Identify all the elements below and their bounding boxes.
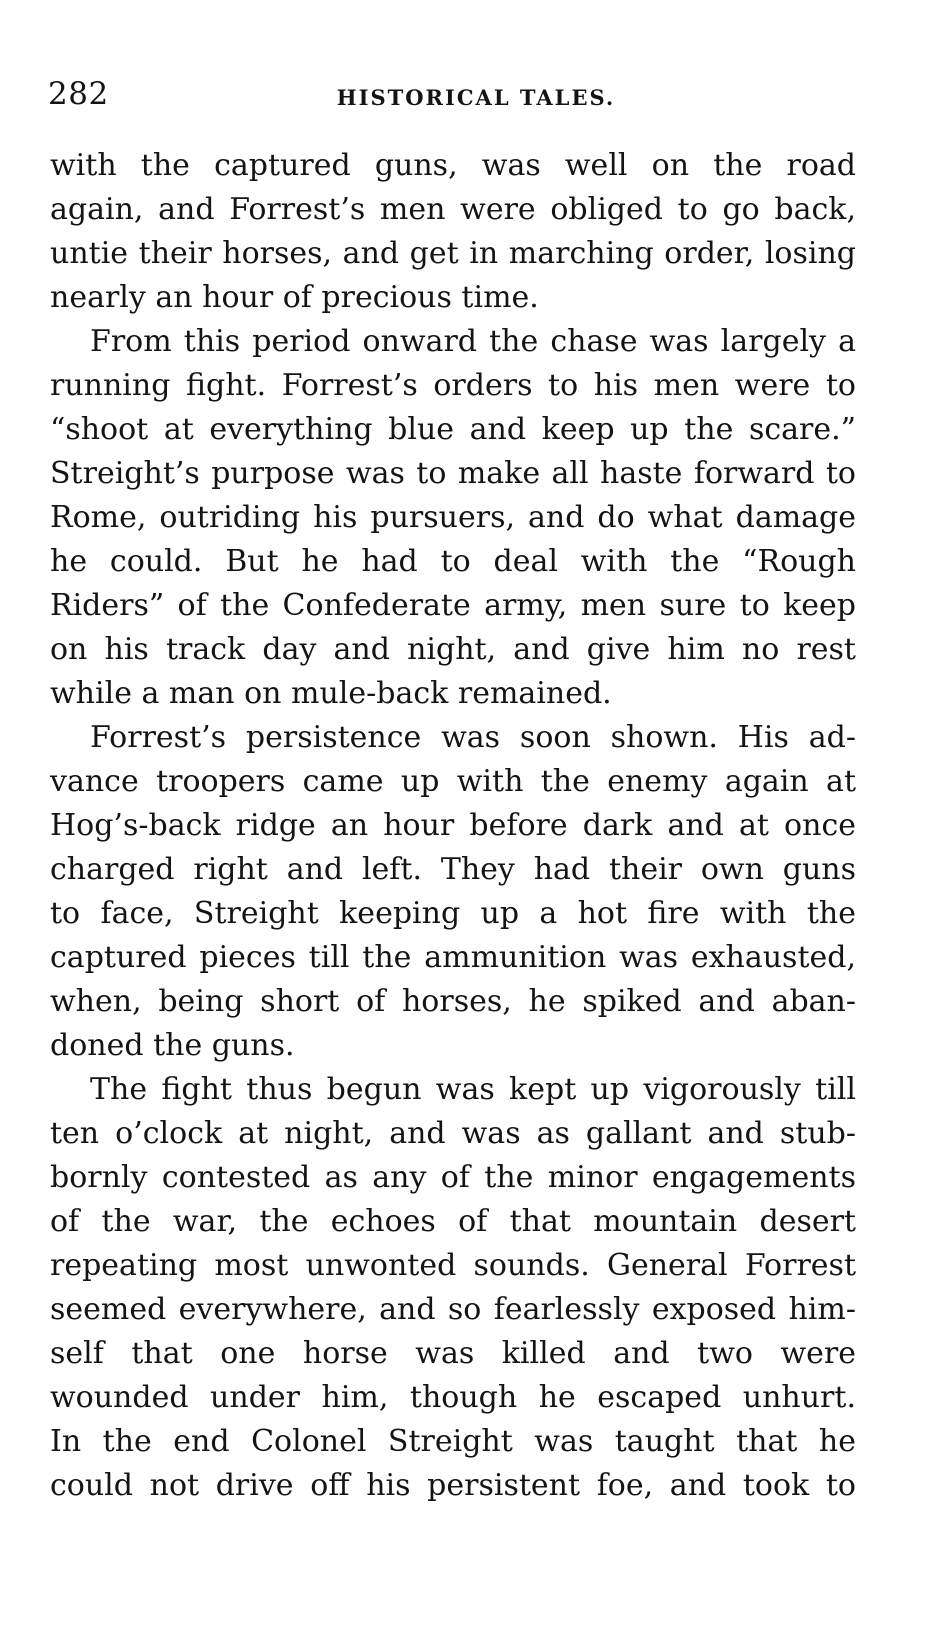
text-line: seemed everywhere, and so fearlessly exposed him- (50, 1292, 856, 1327)
text-line: while a man on mule-back remained. (50, 676, 612, 711)
text-line: Streight’s purpose was to make all haste forward to (50, 456, 856, 491)
text-line: bornly contested as any of the minor engagements (50, 1160, 856, 1195)
text-line: captured pieces till the ammunition was exhausted, (50, 940, 856, 975)
paragraph-start-line: The fight thus begun was kept up vigorously till (90, 1072, 856, 1107)
text-line: untie their horses, and get in marching order, losing (50, 236, 856, 271)
text-line: wounded under him, though he escaped unhurt. (50, 1380, 856, 1415)
paragraph-start-line: From this period onward the chase was largely a (90, 324, 856, 359)
text-line: repeating most unwonted sounds. General Forrest (50, 1248, 856, 1283)
text-line: In the end Colonel Streight was taught that he (50, 1424, 856, 1459)
text-line: doned the guns. (50, 1028, 295, 1063)
text-line: with the captured guns, was well on the road (50, 148, 856, 183)
body-text (50, 144, 856, 1508)
text-line: Rome, outriding his pursuers, and do what damage (50, 500, 856, 535)
text-line: running fight. Forrest’s orders to his men were to (50, 368, 856, 403)
text-line: “shoot at everything blue and keep up the scare.” (50, 412, 856, 447)
text-line: he could. But he had to deal with the “Rough (50, 544, 856, 579)
text-line: nearly an hour of precious time. (50, 280, 539, 315)
text-line: of the war, the echoes of that mountain desert (50, 1204, 856, 1239)
text-line: again, and Forrest’s men were obliged to go back, (50, 192, 856, 227)
text-line: charged right and left. They had their own guns (50, 852, 856, 887)
text-line: ten o’clock at night, and was as gallant and stub- (50, 1116, 856, 1151)
running-title: HISTORICAL TALES. (336, 85, 616, 110)
text-line: Hog’s-back ridge an hour before dark and at once (50, 808, 856, 843)
text-line: when, being short of horses, he spiked and aban- (50, 984, 856, 1019)
page-number: 282 (48, 76, 109, 112)
text-line: to face, Streight keeping up a hot fire with the (50, 896, 856, 931)
page-header (48, 76, 904, 116)
text-line: Riders” of the Confederate army, men sure to keep (50, 588, 856, 623)
text-line: self that one horse was killed and two were (50, 1336, 856, 1371)
paragraph-start-line: Forrest’s persistence was soon shown. His ad- (90, 720, 856, 755)
text-line: could not drive off his persistent foe, and took to (50, 1468, 856, 1503)
text-line: on his track day and night, and give him no rest (50, 632, 856, 667)
text-line: vance troopers came up with the enemy again at (50, 764, 856, 799)
